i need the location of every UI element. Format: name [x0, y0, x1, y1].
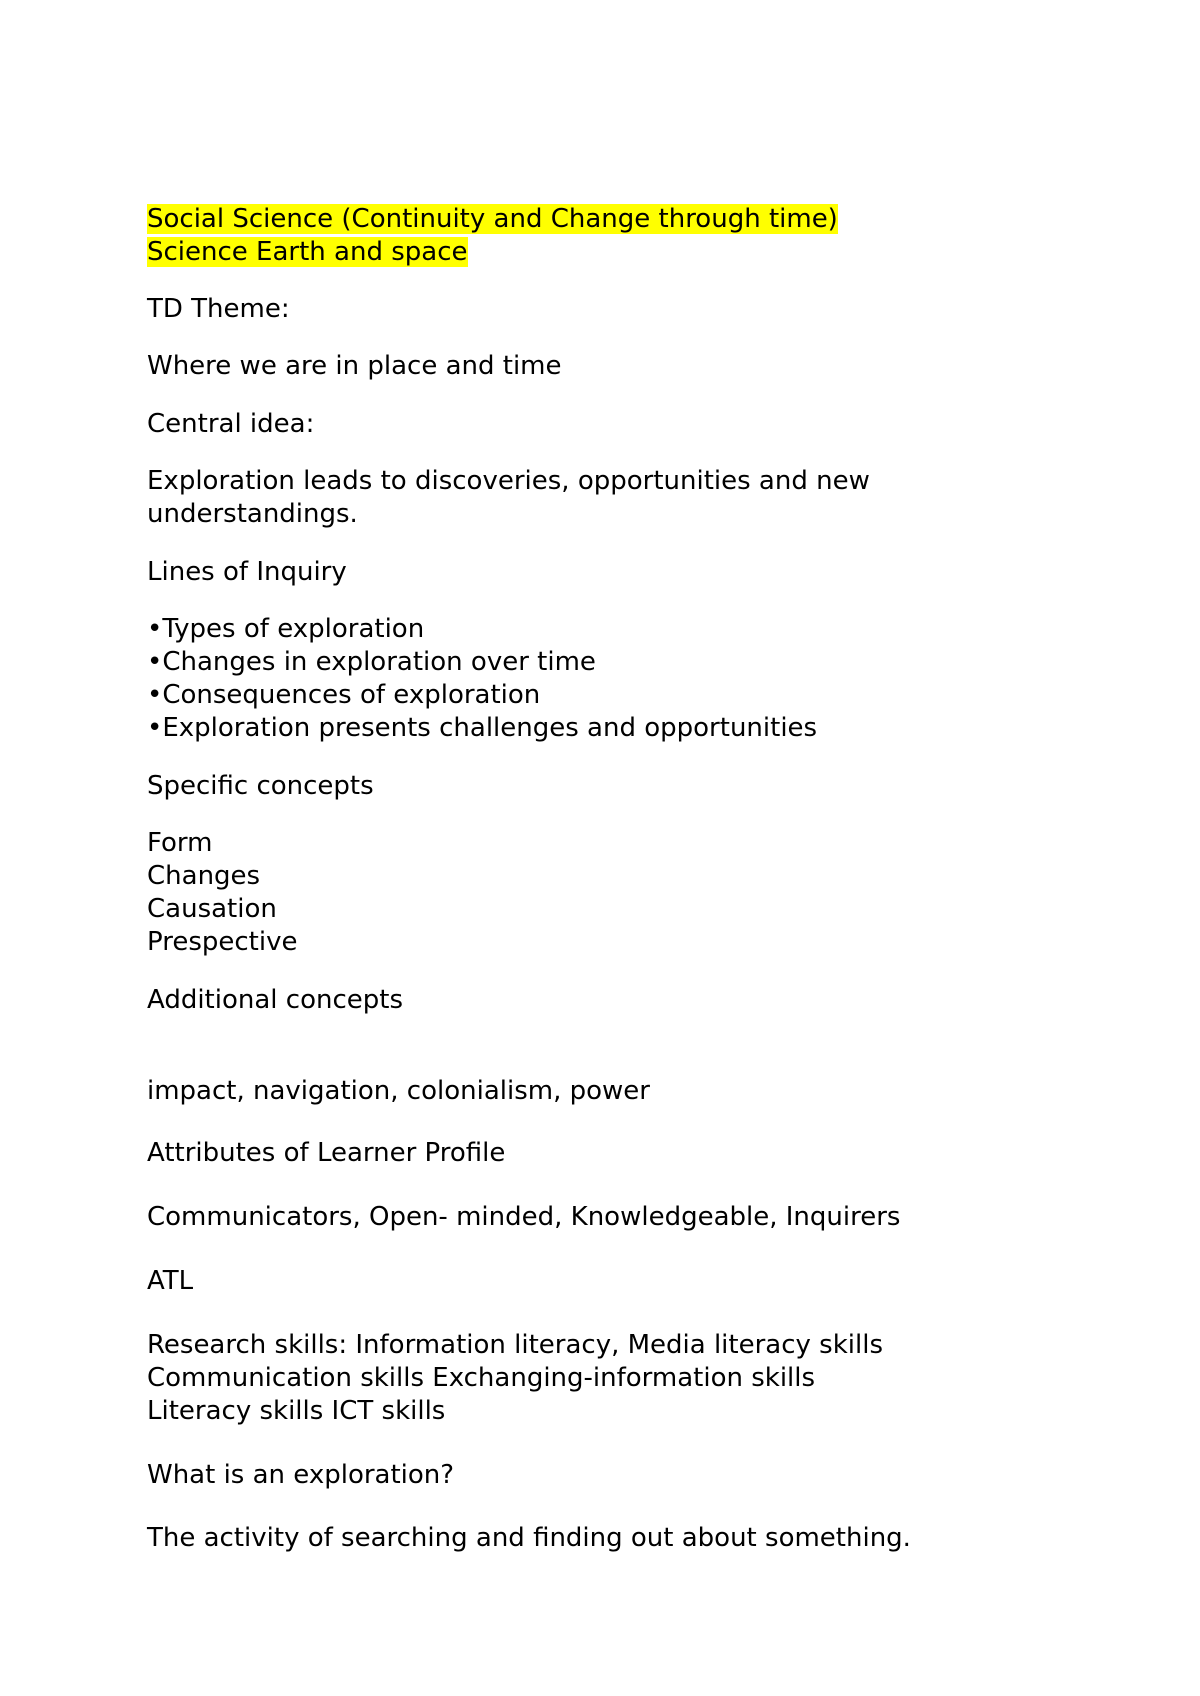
specific-concept-item: Prespective — [147, 927, 298, 957]
subject-heading-line — [147, 203, 838, 236]
subject-heading-highlight: Social Science (Continuity and Change through time) — [147, 204, 838, 234]
td-theme-label: TD Theme: — [147, 294, 290, 324]
definition-answer: The activity of searching and finding out about something. — [147, 1523, 911, 1553]
central-idea-text-line: understandings. — [147, 499, 358, 529]
central-idea-text-line: Exploration leads to discoveries, opportunities and new — [147, 466, 870, 496]
inquiry-list-item: •Exploration presents challenges and opportunities — [147, 713, 818, 743]
central-idea-label: Central idea: — [147, 409, 315, 439]
inquiry-list-item: •Changes in exploration over time — [147, 647, 596, 677]
atl-skills-line: Literacy skills ICT skills — [147, 1396, 446, 1426]
atl-skills-line: Communication skills Exchanging-information skills — [147, 1363, 816, 1393]
specific-concepts-label: Specific concepts — [147, 771, 374, 801]
additional-concepts-label: Additional concepts — [147, 985, 404, 1015]
inquiry-list-item: •Types of exploration — [147, 614, 425, 644]
specific-concept-item: Causation — [147, 894, 277, 924]
atl-skills-line: Research skills: Information literacy, Media literacy skills — [147, 1330, 883, 1360]
learner-profile-label: Attributes of Learner Profile — [147, 1138, 506, 1168]
additional-concepts-value: impact, navigation, colonialism, power — [147, 1076, 650, 1106]
specific-concept-item: Changes — [147, 861, 261, 891]
lines-of-inquiry-label: Lines of Inquiry — [147, 557, 347, 587]
science-heading-highlight: Science Earth and space — [147, 237, 468, 267]
td-theme-value: Where we are in place and time — [147, 351, 562, 381]
atl-label: ATL — [147, 1266, 194, 1296]
science-heading-line — [147, 236, 468, 269]
inquiry-list-item: •Consequences of exploration — [147, 680, 541, 710]
definition-question: What is an exploration? — [147, 1460, 455, 1490]
learner-profile-value: Communicators, Open- minded, Knowledgeable, Inquirers — [147, 1202, 901, 1232]
specific-concept-item: Form — [147, 828, 213, 858]
